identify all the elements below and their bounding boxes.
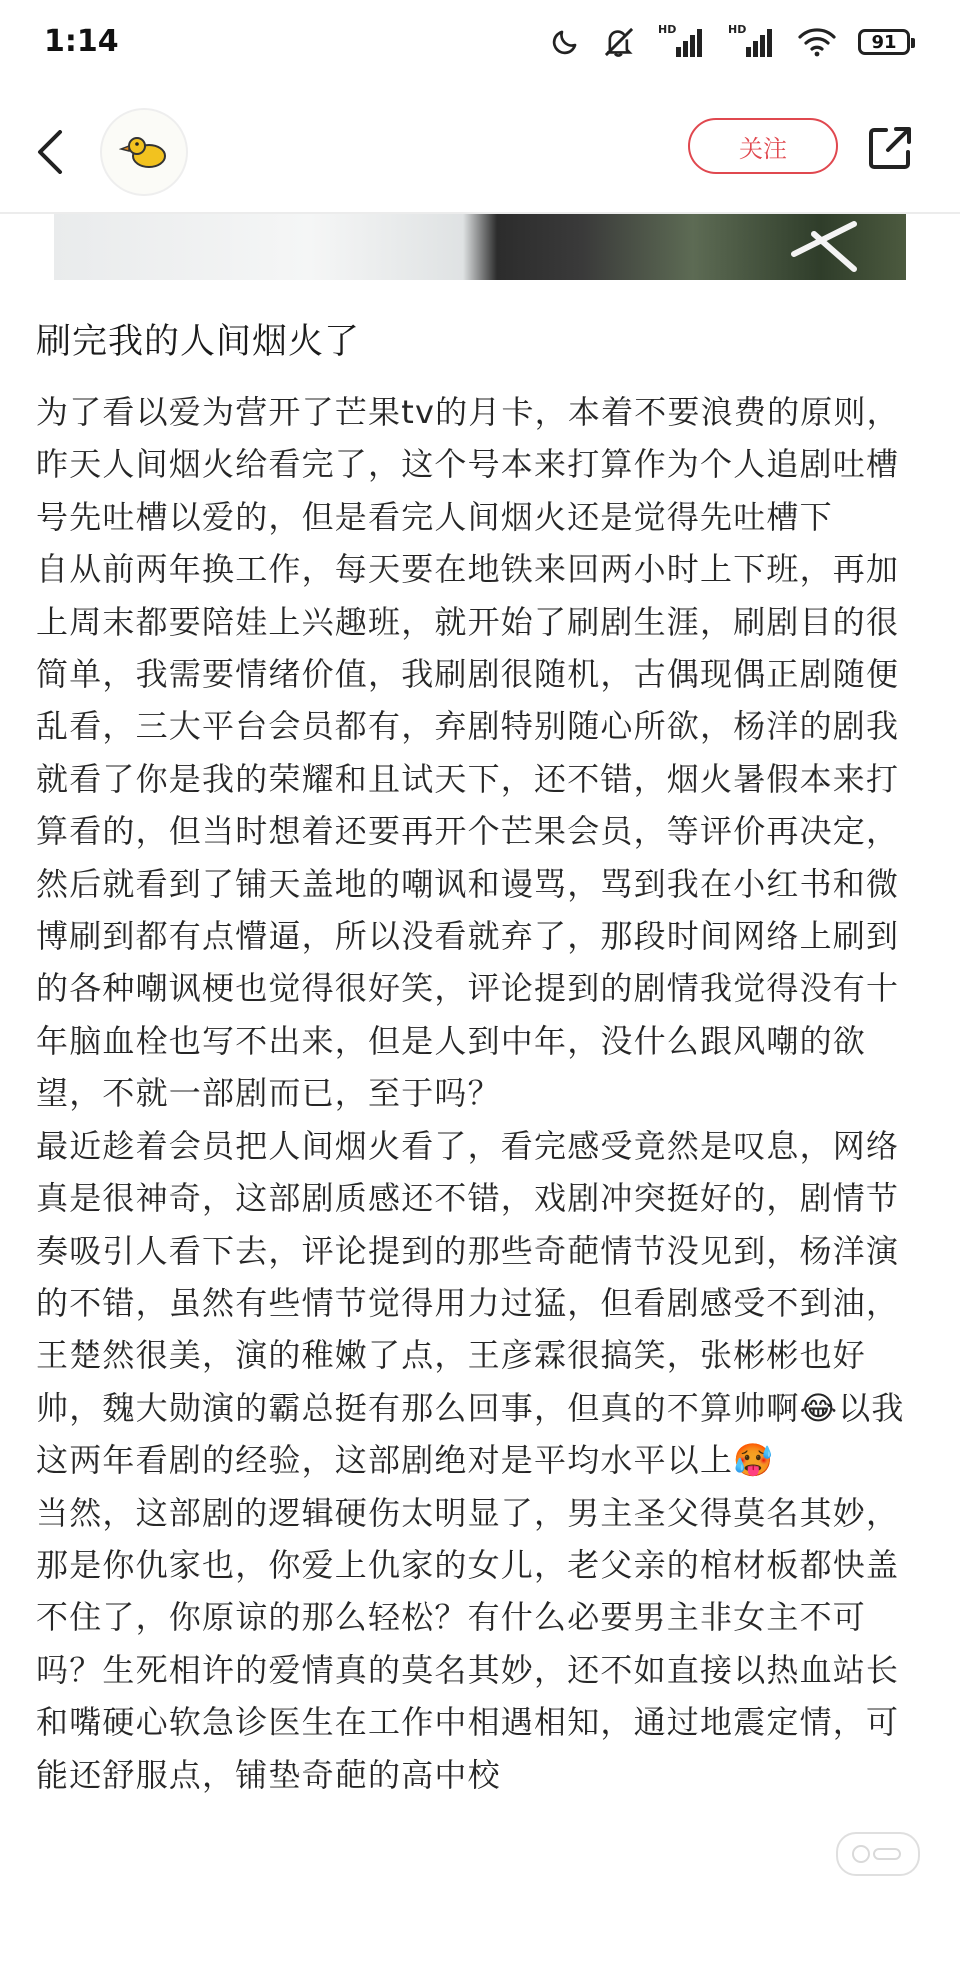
share-button[interactable]: [866, 124, 914, 172]
post-title: 刷完我的人间烟火了: [36, 322, 361, 362]
post-image[interactable]: [54, 214, 906, 280]
post-paragraph: 最近趁着会员把人间烟火看了，看完感受竟然是叹息，网络真是很神奇，这部剧质感还不错，戏剧冲突挺好的，剧情节奏吸引人看下去，评论提到的那些奇葩情节没见到，杨洋演的不错，虽然有些情节觉得用力过猛，但看剧感受不到油，王楚然很美，演的稚嫩了点，王彦霖很搞笑，张彬彬也好帅，魏大勋演的霸总挺有那么回事，但真的不算帅啊😂以我这两年看剧的经验，这部剧绝对是平均水平以上🥵: [36, 1126, 905, 1480]
nav-bar: [0, 100, 960, 210]
wifi-icon: [798, 27, 836, 57]
post-article: [36, 312, 926, 1801]
watermark-logo: [836, 1832, 920, 1876]
post-image-graphic: [54, 214, 906, 280]
status-time: 1:14: [44, 24, 119, 59]
hd-label: HD: [728, 23, 747, 36]
signal-icon: [728, 25, 776, 59]
post-paragraph: 当然，这部剧的逻辑硬伤太明显了，男主圣父得莫名其妙，那是你仇家也，你爱上仇家的女儿，老父亲的棺材板都快盖不住了，你原谅的那么轻松？有什么必要男主非女主不可吗？生死相许的爱情真的莫名其妙，还不如直接以热血站长和嘴硬心软急诊医生在工作中相遇相知，通过地震定情，可能还舒服点，铺垫奇葩的高中校: [36, 1493, 900, 1794]
status-bar: [0, 0, 960, 90]
signal-icon: [658, 25, 706, 59]
bottom-fade: [0, 1944, 960, 1976]
post-paragraph: 为了看以爱为营开了芒果tv的月卡，本着不要浪费的原则，昨天人间烟火给看完了，这个号本来打算作为个人追剧吐槽号先吐槽以爱的，但是看完人间烟火还是觉得先吐槽下: [36, 393, 900, 536]
moon-icon: [550, 27, 580, 57]
hd-label: HD: [658, 23, 677, 36]
back-icon: [36, 130, 64, 174]
duck-icon: [119, 132, 169, 172]
back-button[interactable]: [30, 122, 70, 182]
status-icons: [550, 22, 910, 62]
follow-button[interactable]: 关注: [688, 118, 838, 174]
post-paragraph: 自从前两年换工作，每天要在地铁来回两小时上下班，再加上周末都要陪娃上兴趣班，就开始了刷剧生涯，刷剧目的很简单，我需要情绪价值，我刷剧很随机，古偶现偶正剧随便乱看，三大平台会员都有，弃剧特别随心所欲，杨洋的剧我就看了你是我的荣耀和且试天下，还不错，烟火暑假本来打算看的，但当时想着还要再开个芒果会员，等评价再决定，然后就看到了铺天盖地的嘲讽和谩骂，骂到我在小红书和微博刷到都有点懵逼，所以没看就弃了，那段时间网络上刷到的各种嘲讽梗也觉得很好笑，评论提到的剧情我觉得没有十年脑血栓也写不出来，但是人到中年，没什么跟风嘲的欲望，不就一部剧而已，至于吗？: [36, 550, 900, 1113]
watermark-icon: [850, 1843, 906, 1865]
battery-icon: 91: [858, 29, 910, 55]
mute-icon: [602, 26, 636, 58]
avatar[interactable]: [100, 108, 188, 196]
share-icon: [866, 124, 914, 172]
